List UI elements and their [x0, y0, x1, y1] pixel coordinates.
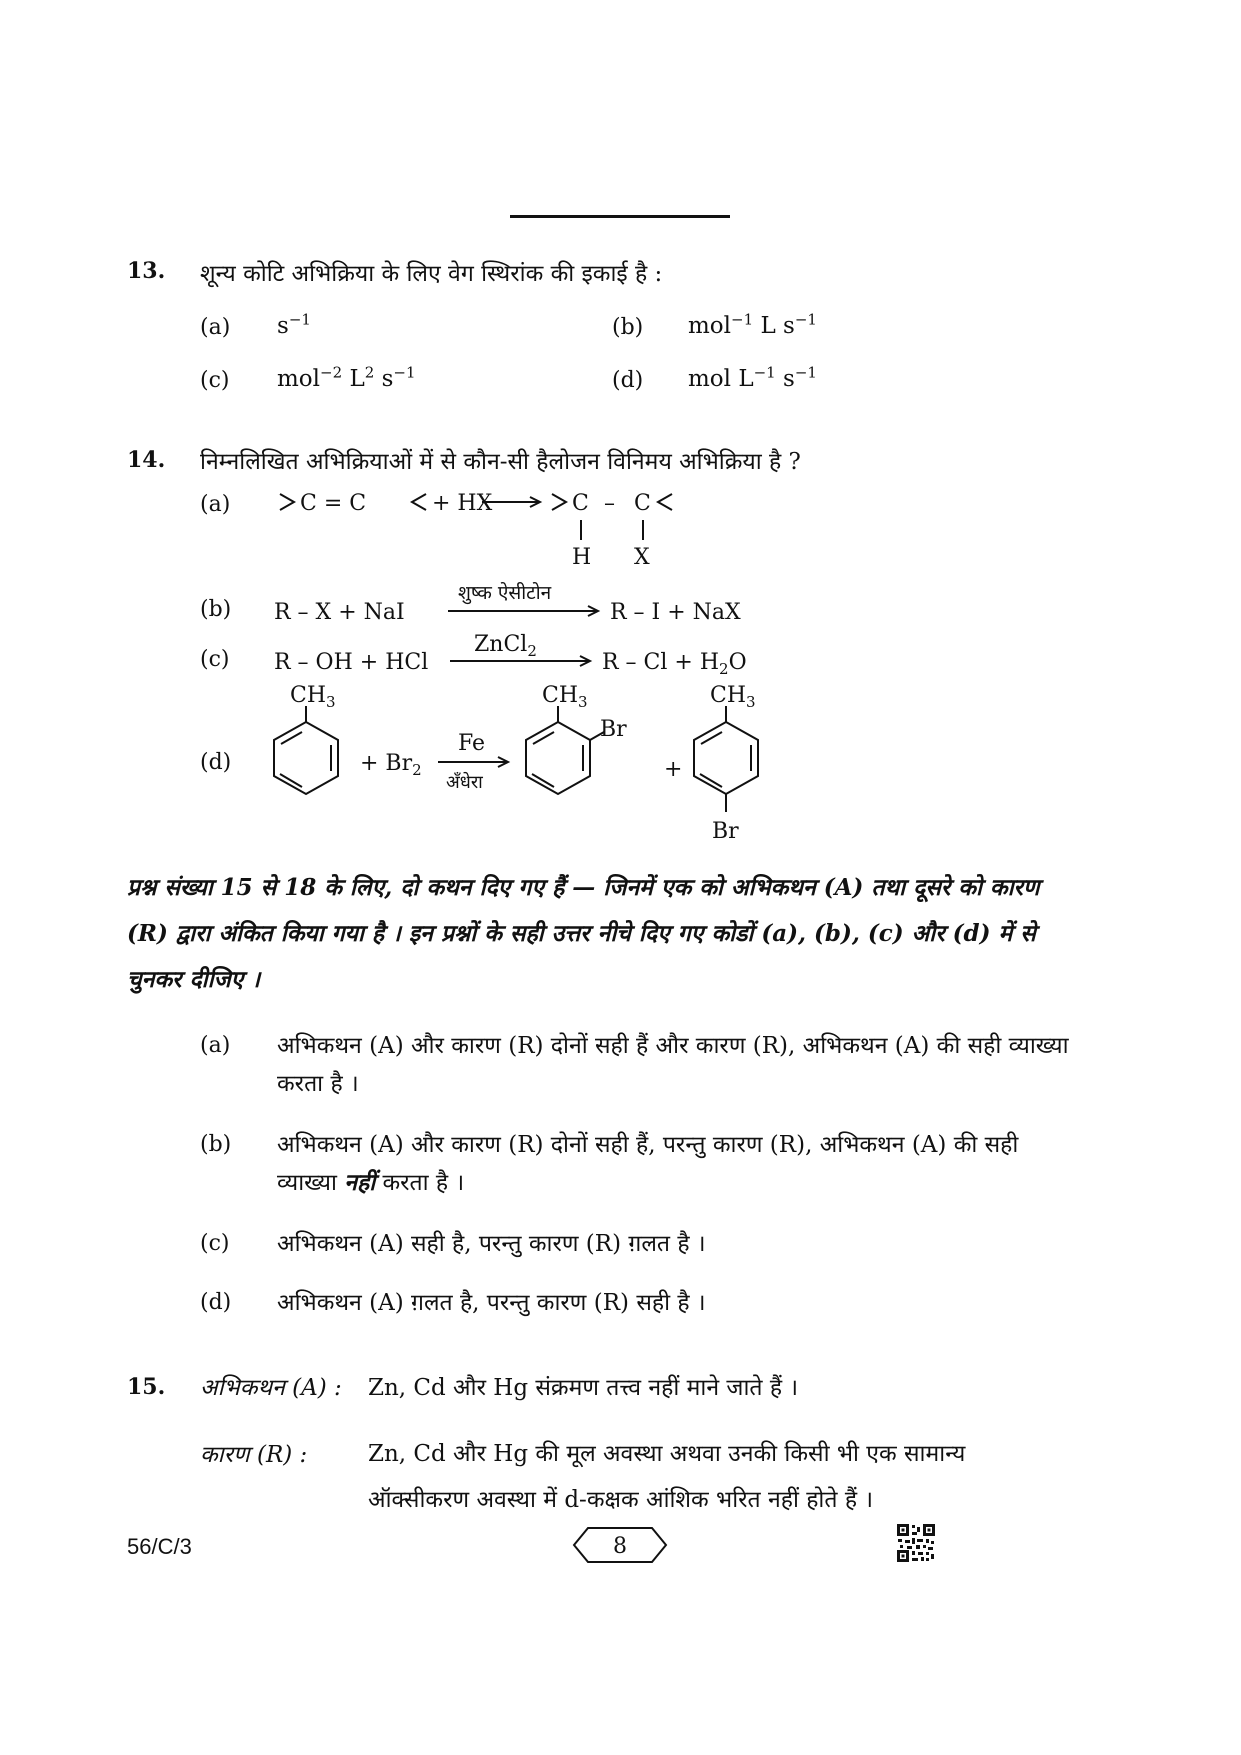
text: ZnCl — [474, 632, 528, 657]
text: −1 — [731, 310, 754, 329]
code-c-label: (c) — [200, 1231, 230, 1256]
ortho-br: Br — [600, 717, 627, 742]
text: 3 — [746, 693, 756, 711]
paper-code: 56/C/3 — [127, 1534, 192, 1559]
zncl2-text — [474, 632, 537, 660]
text: s — [775, 366, 795, 392]
assertion-reason-instruction: प्रश्न संख्या 15 से 18 के लिए, दो कथन दिए गए हैं — जिनमें एक को अभिकथन (A) तथा दूसरे को कारण (R) द्वारा अंकित किया गया है । इन प्रश्नों के सही उत्तर नीचे दिए गए कोडों (a), (b), (c) और (d) में से चुनकर दीजिए । — [127, 874, 1040, 993]
q15-number: 15. — [127, 1374, 166, 1400]
text: 2 — [527, 642, 537, 660]
alkene-text: C = C — [300, 491, 367, 516]
text: 2 — [364, 363, 375, 382]
text: 3 — [578, 693, 588, 711]
q13-option-a — [277, 310, 311, 339]
q15-reason-label: कारण (R) : — [200, 1442, 308, 1468]
code-b-label: (b) — [200, 1132, 232, 1157]
text: R – Cl + H — [602, 650, 720, 675]
code-c-text: अभिकथन (A) सही है, परन्तु कारण (R) ग़लत है । — [277, 1231, 706, 1257]
reactants: R – X + NaI — [274, 600, 405, 625]
text: L — [342, 366, 365, 392]
top-rule — [510, 215, 730, 218]
q15-assertion-label: अभिकथन (A) : — [200, 1375, 342, 1401]
text: 2 — [412, 761, 422, 779]
qr-code-icon — [897, 1524, 935, 1562]
text: mol L — [688, 366, 754, 392]
page-number: 8 — [613, 1534, 627, 1559]
emphasis-not: नहीं — [344, 1169, 376, 1196]
q14-option-d-reaction — [260, 680, 820, 850]
q14-option-c-label: (c) — [200, 647, 230, 672]
product-right-branch — [658, 494, 672, 510]
q13-option-d — [688, 363, 817, 392]
toluene-ch3 — [290, 683, 336, 711]
q14-option-d-label: (d) — [200, 750, 232, 775]
q15-reason-text: Zn, Cd और Hg की मूल अवस्था अथवा उनकी किसी भी एक सामान्य ऑक्सीकरण अवस्था में d-कक्षक आंशिक भरित नहीं होते हैं । — [368, 1441, 966, 1513]
text: करता है । — [375, 1170, 465, 1196]
ortho-product-ring — [526, 722, 590, 794]
toluene-ring — [274, 722, 338, 794]
text: CH — [542, 683, 579, 708]
ortho-ch3 — [542, 683, 588, 711]
text: CH — [290, 683, 327, 708]
text: 2 — [719, 660, 729, 675]
text: −1 — [288, 310, 311, 329]
code-a-label: (a) — [200, 1033, 231, 1058]
text: 3 — [326, 693, 336, 711]
text: s — [277, 313, 289, 339]
left-branch-mark — [280, 494, 294, 510]
q13-option-b-label: (b) — [612, 315, 644, 340]
product-left-branch — [552, 494, 566, 510]
products — [602, 650, 747, 675]
product-c2: C — [634, 491, 651, 516]
q13-option-c — [277, 363, 416, 392]
q14-option-a-reaction — [270, 482, 730, 582]
text: अभिकथन (A) और कारण (R) दोनों सही हैं, परन्तु कारण (R), अभिकथन (A) की सही व्याख्या — [277, 1132, 1019, 1196]
right-branch-mark — [412, 494, 426, 510]
text: −1 — [794, 363, 817, 382]
code-d-label: (d) — [200, 1290, 232, 1315]
text: −1 — [753, 363, 776, 382]
q14-number: 14. — [127, 447, 166, 473]
text: s — [374, 366, 394, 392]
text: −1 — [393, 363, 416, 382]
products: R – I + NaX — [610, 600, 741, 625]
q14-text: निम्नलिखित अभिक्रियाओं में से कौन-सी हैलोजन विनिमय अभिक्रिया है ? — [200, 449, 801, 475]
q14-option-a-label: (a) — [200, 492, 231, 517]
q14-option-b-reaction — [270, 575, 790, 625]
q13-text: शून्य कोटि अभिक्रिया के लिए वेग स्थिरांक की इकाई है : — [200, 261, 663, 287]
text: mol — [688, 313, 732, 339]
x-atom: X — [634, 545, 650, 570]
page-number-badge — [572, 1525, 668, 1565]
plus-sign: + — [664, 757, 683, 782]
para-ch3 — [710, 683, 756, 711]
code-b-text — [277, 1126, 1077, 1202]
text: −1 — [794, 310, 817, 329]
text: −2 — [320, 363, 343, 382]
q13-option-a-label: (a) — [200, 315, 231, 340]
text: L s — [753, 313, 795, 339]
text: mol — [277, 366, 321, 392]
q15-assertion-text: Zn, Cd और Hg संक्रमण तत्त्व नहीं माने जाते हैं । — [368, 1375, 799, 1401]
reactants: R – OH + HCl — [274, 650, 429, 675]
para-br: Br — [712, 819, 739, 844]
bromine-reagent — [360, 751, 422, 779]
q13-option-d-label: (d) — [612, 368, 644, 393]
code-a-text: अभिकथन (A) और कारण (R) दोनों सही हैं और कारण (R), अभिकथन (A) की सही व्याख्या करता है । — [277, 1033, 1069, 1097]
h-atom: H — [572, 545, 592, 570]
para-product-ring — [694, 722, 758, 794]
dry-acetone: शुष्क ऐसीटोन — [458, 582, 552, 604]
hx-text: + HX — [432, 491, 493, 516]
dark-condition: अँधेरा — [446, 772, 483, 793]
code-d-text: अभिकथन (A) ग़लत है, परन्तु कारण (R) सही है । — [277, 1290, 706, 1316]
q14-option-c-reaction — [270, 625, 790, 675]
q14-option-b-label: (b) — [200, 597, 232, 622]
text: + Br — [360, 751, 413, 776]
text: O — [728, 650, 747, 675]
q13-number: 13. — [127, 258, 166, 284]
q13-option-b — [688, 310, 817, 339]
q13-option-c-label: (c) — [200, 368, 230, 393]
fe-catalyst: Fe — [458, 731, 486, 756]
product-dash: – — [604, 491, 615, 516]
text: CH — [710, 683, 747, 708]
product-c1: C — [572, 491, 589, 516]
